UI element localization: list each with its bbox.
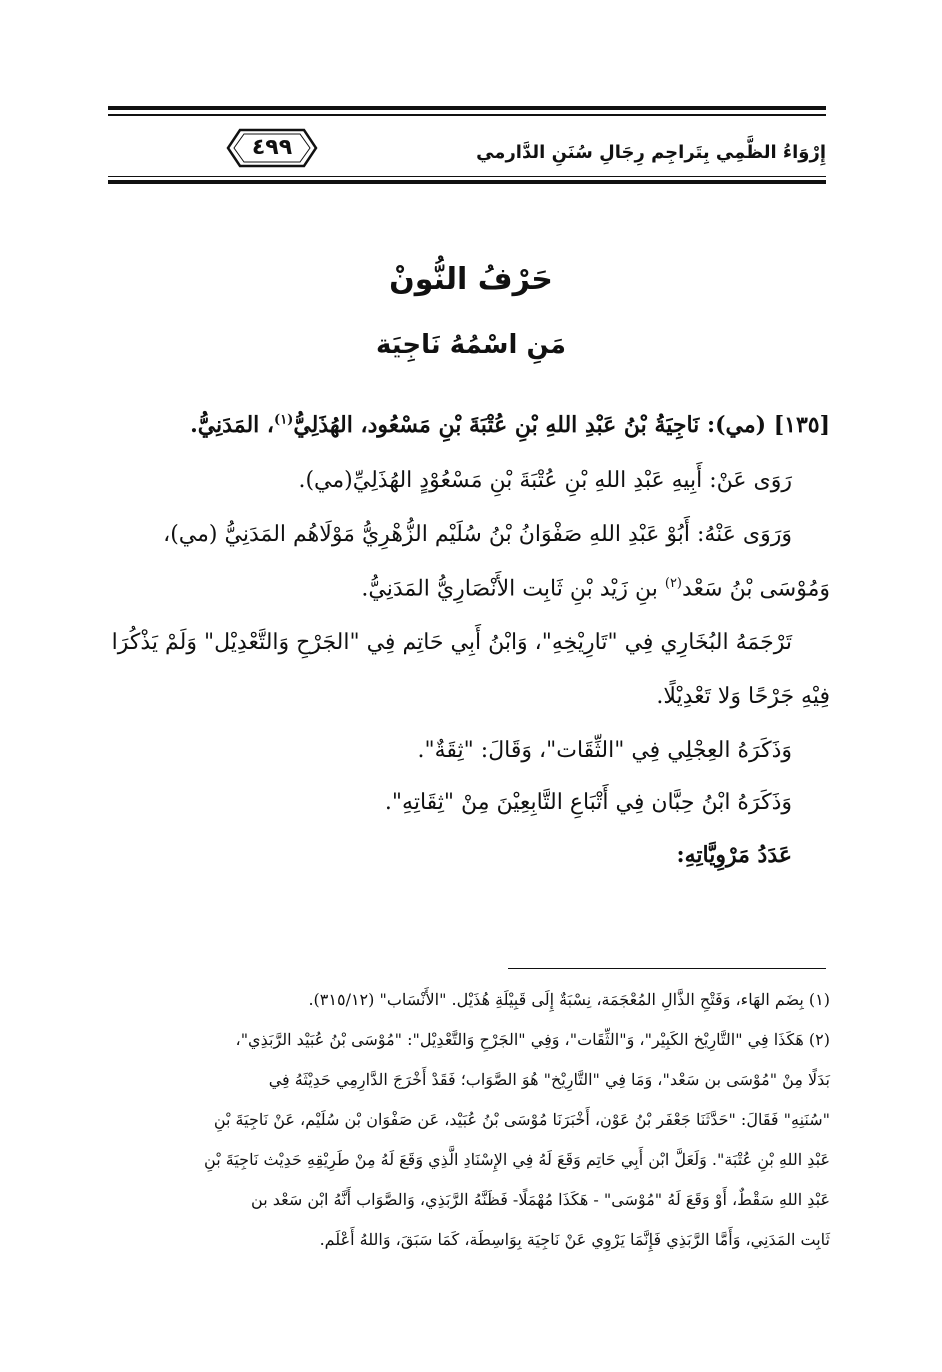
- page-number-frame: [226, 128, 318, 168]
- narrations-count-label: عَدَدُ مَرْوِيَّاتِهِ:: [676, 842, 792, 868]
- entry-number: [١٣٥]: [773, 412, 830, 438]
- footnote-2-line-5: عَبْدِ اللهِ سَقْطٌ، أَوْ وَقَعَ لَهُ "مُوْسَى" - هَكَذَا مُهْمَلًا- فَظَنَّهُ الرَّبَذِي، وَالصَّوَاب أَنَّهُ ابْن سَعْد بن: [251, 1190, 830, 1209]
- page-number: ٤٩٩: [251, 135, 293, 160]
- footnote-1: (١) بِضَم الهَاء، وَفَتْحِ الذَّالِ المُعْجَمَة، نِسْبَةٌ إِلَى قَبِيْلَةِ هُذَيْل. "الأَنْسَاب" (٣١٥/١٢).: [308, 990, 830, 1009]
- header-rule-bottom: [108, 180, 826, 184]
- book-title: إِرْوَاءُ الظَّمِي بِتَراجِم رِجَالِ سُنَنِ الدَّارمي: [476, 142, 826, 163]
- header-rule-top: [108, 106, 826, 110]
- narrated-by-line: وَرَوَى عَنْهُ: أَبُوْ عَبْدِ اللهِ صَفْوَانُ بْنُ سُلَيْم الزُّهْرِيُّ مَوْلَاهُم المَدَنِيُّ (مي)،: [163, 522, 792, 547]
- chapter-heading: حَرْفُ النُّونْ: [389, 262, 553, 297]
- footnote-2-line-2: بَدَلًا مِنْ "مُوْسَى بن سَعْد"، وَمَا فِي "التَّارِيْخ" هُوَ الصَّوَاب؛ فَقَدْ أَخْرَجَ الدَّارِمِي حَدِيْثَهُ فِي: [268, 1070, 830, 1089]
- footnote-2-line-4: عَبْدِ اللهِ بْنِ عُتْبَة". وَلَعَلَّ ابْن أَبِي حَاتِم وَقَعَ لَهُ فِي الإِسْنَادِ الَّذِي وَقَعَ لَهُ مِنْ طَرِيْقِهِ حَدِيْث نَاجِيَةَ بْنِ: [204, 1150, 830, 1169]
- footnote-ref-2: (٢): [664, 576, 682, 591]
- entry-first-line: [190, 412, 830, 438]
- ibn-hibban-mention-line: وَذَكَرَهُ ابْنُ حِبَّان فِي أَتْبَاعِ التَّابِعِيْنَ مِنْ "ثِقَاتِهِ".: [384, 790, 792, 815]
- header-rule-bottom-thin: [108, 176, 826, 177]
- entry-name-text: (مي): نَاجِيَةُ بْنُ عَبْدِ اللهِ بْنِ عُتْبَةَ بْنِ مَسْعُود، الهُذَلِيُّ: [293, 412, 767, 438]
- musa-name: وَمُوْسَى بْنُ سَعْد: [682, 576, 830, 602]
- entry-name-end: ، المَدَنِيُّ.: [190, 412, 275, 438]
- footnote-separator: [508, 968, 826, 969]
- narrated-from-line: رَوَى عَنْ: أَبِيهِ عَبْدِ اللهِ بْنِ عُتْبَةَ بْنِ مَسْعُوْدٍ الهُذَلِيِّ(مي).: [298, 468, 792, 493]
- page-header: [108, 106, 826, 186]
- footnote-2-line-1: (٢) هَكَذَا فِي "التَّارِيْخ الكَبِيْر"، وَ"الثِّقَات"، وَفِي "الجَرْحِ وَالتَّعْدِيْل": "مُوْسَى بْنُ عُبَيْد الرَّبَذِي"،: [235, 1030, 830, 1049]
- narrated-by-continued-line: [361, 576, 830, 601]
- ijli-mention-line: وَذَكَرَهُ العِجْلِي فِي "الثِّقَات"، وَقَالَ: "ثِقَةٌ".: [417, 738, 792, 763]
- biography-line-1: تَرْجَمَهُ البُخَارِي فِي "تَارِيْخِهِ"، وَابْنُ أَبِي حَاتِم فِي "الجَرْحِ وَالتَّعْدِيْل" وَلَمْ يَذْكُرَا: [111, 630, 792, 655]
- musa-lineage: بنِ زَيْد بْنِ ثَابِت الأَنْصَارِيُّ المَدَنِيُّ.: [361, 576, 665, 602]
- biography-line-2: فِيْهِ جَرْحًا وَلا تَعْدِيْلًا.: [656, 684, 830, 709]
- footnote-2-line-3: "سُنَنِهِ" فَقَالَ: "حَدَّثَنَا جَعْفَر بْنُ عَوْن، أَخْبَرَنَا مُوْسَى بْنُ عُبَيْد، عَن صَفْوَان بْن سُلَيْم، عَنْ نَاجِيَةَ بْنِ: [213, 1110, 830, 1129]
- footnote-ref-1: (١): [274, 412, 294, 428]
- section-heading: مَنِ اسْمُهُ نَاجِيَة: [376, 330, 566, 360]
- footnote-2-line-6: ثَابِت المَدَنِي، وَأَمَّا الرَّبَذِي فَإِنَّمَا يَرْوِي عَنْ نَاجِيَة بِوَاسِطَة، كَمَا سَبَقَ، وَاللهُ أَعْلَم.: [319, 1230, 830, 1249]
- header-rule-top-thin: [108, 114, 826, 116]
